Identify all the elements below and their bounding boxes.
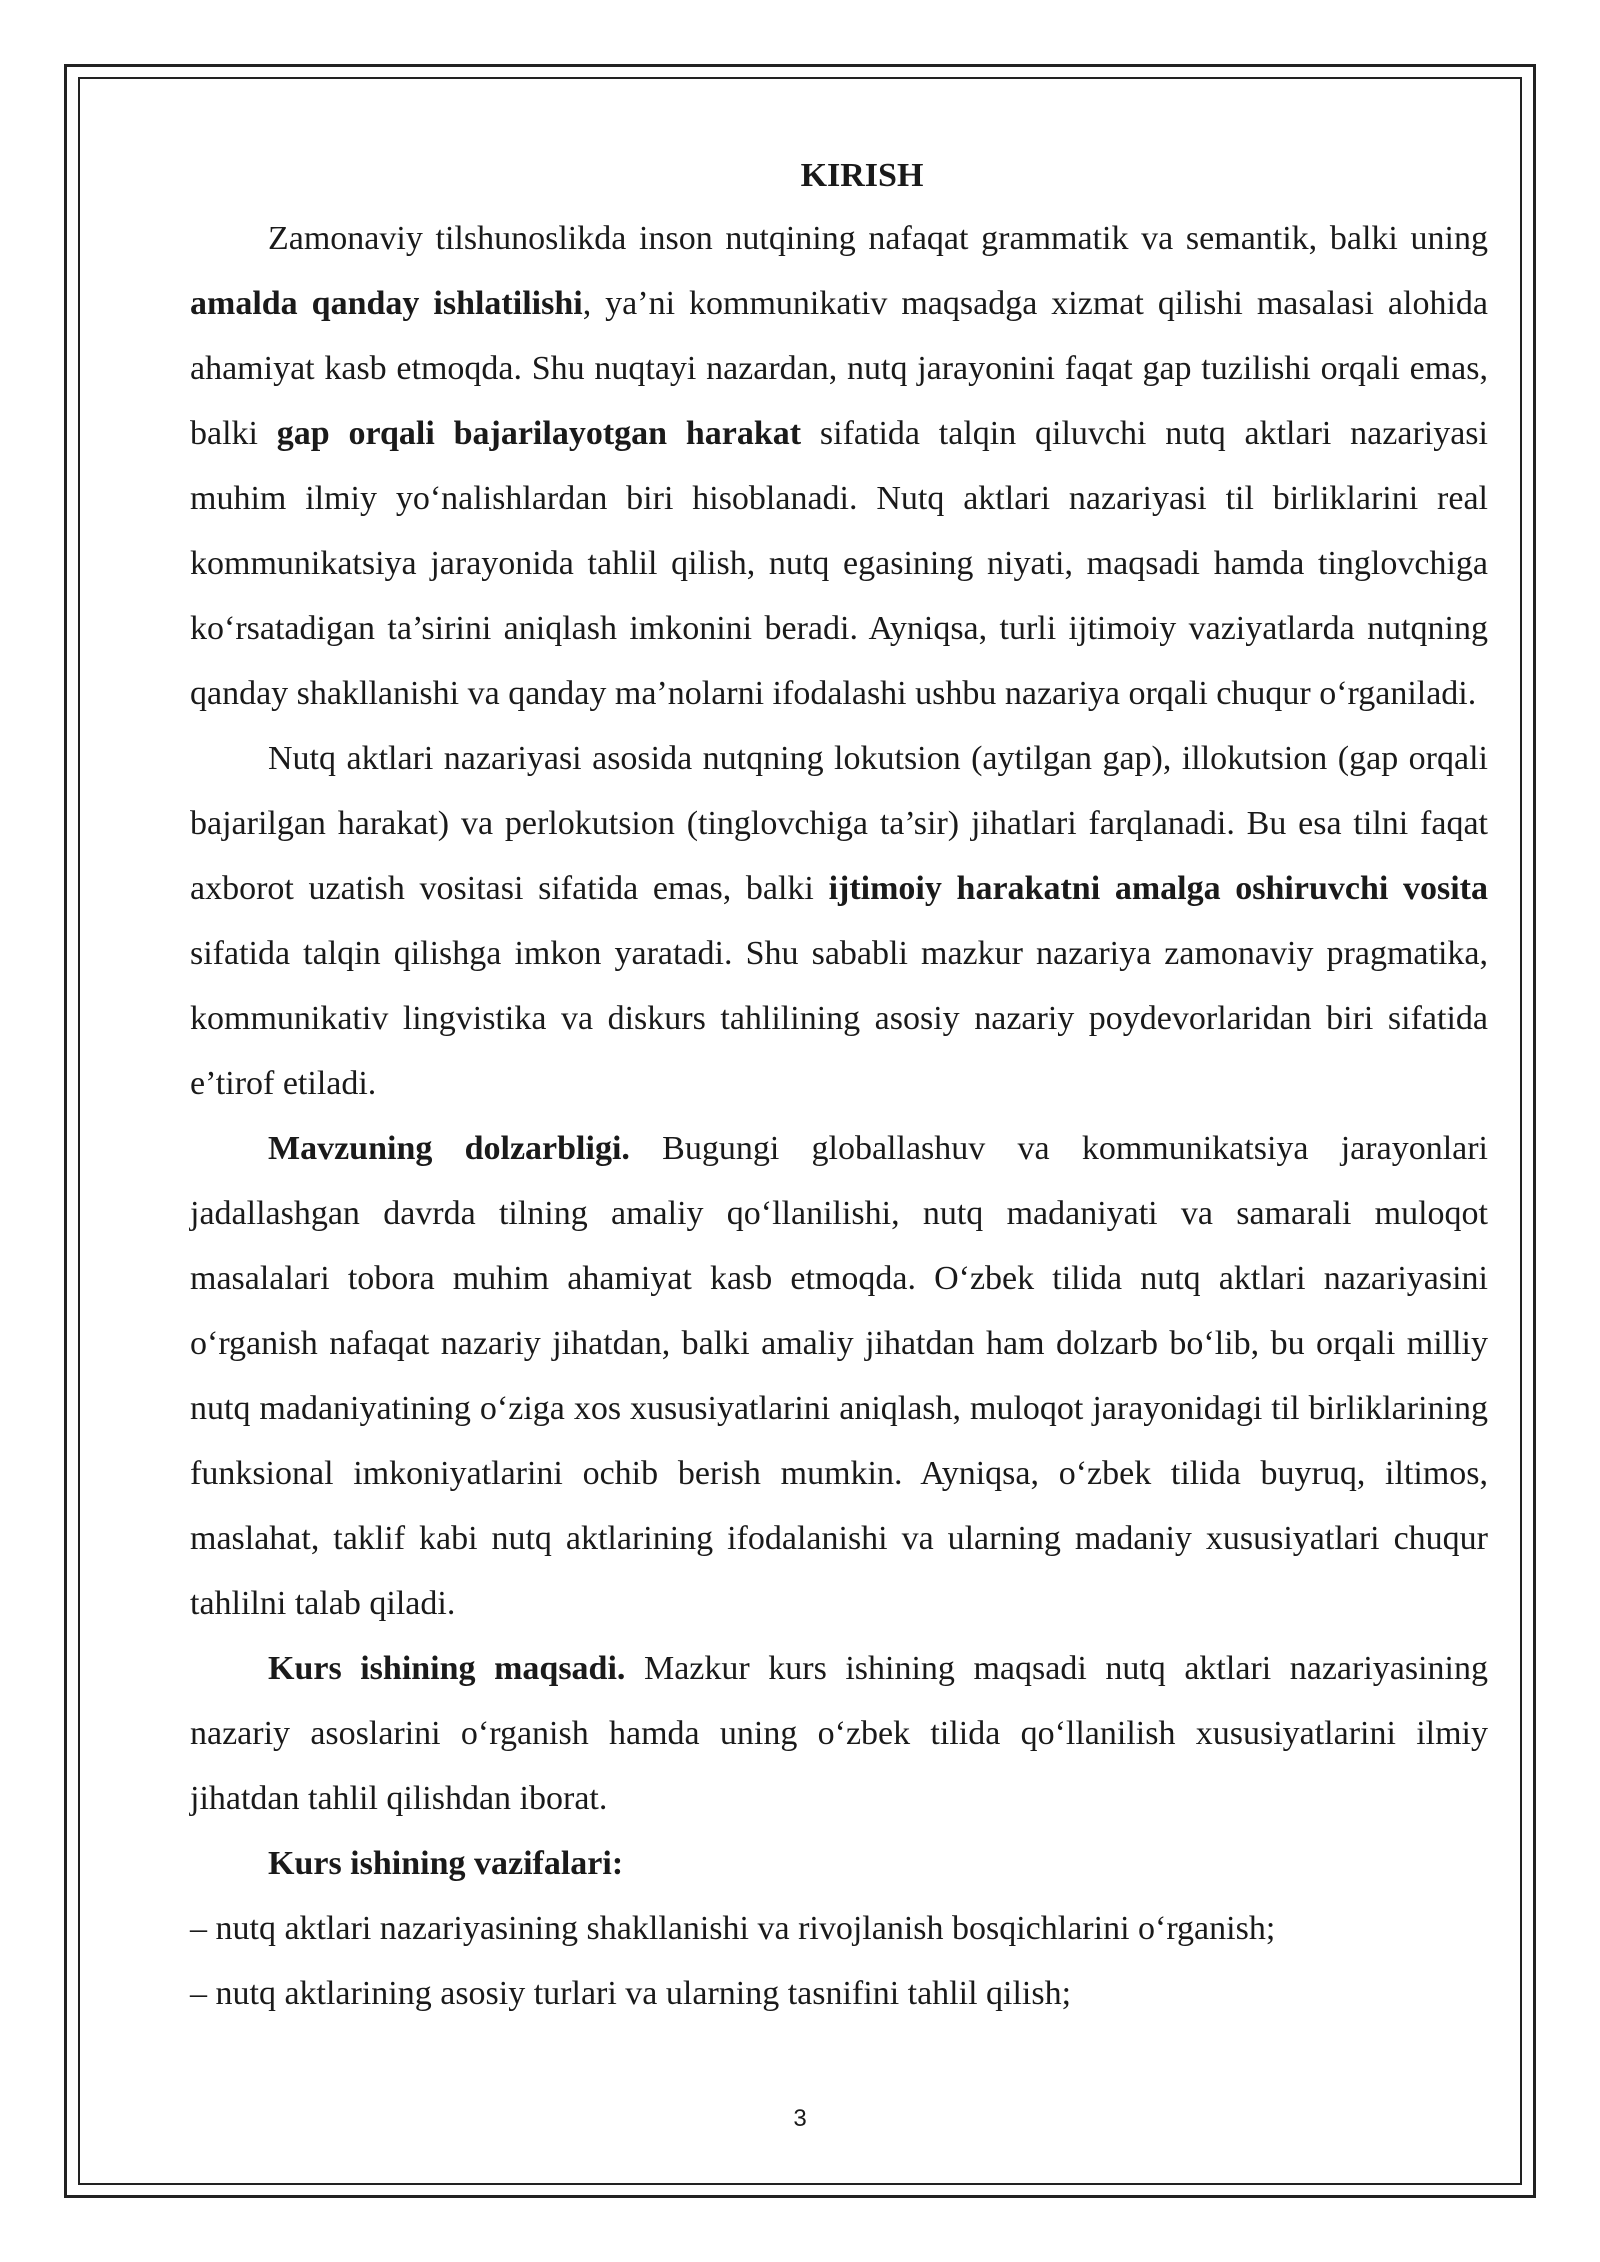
tasks-heading: Kurs ishining vazifalari: [268, 1845, 624, 1882]
relevance-paragraph [190, 1116, 1488, 1636]
intro-paragraph-1 [190, 206, 1488, 726]
goal-paragraph [190, 1636, 1488, 1831]
intro-bold-1d: gap orqali bajarilayotgan harakat [276, 415, 802, 452]
task-item-1: – nutq aktlari nazariyasining shakllanishi va rivojlanish bosqichlarini o‘rganish; [190, 1910, 1276, 1947]
intro-bold-1b: amalda qanday ishlatilishi [190, 285, 583, 322]
page-number: 3 [793, 2105, 807, 2132]
relevance-text: Bugungi globallashuv va kommunikatsiya jarayonlari jadallashgan davrda tilning amaliy qo‘llanilishi, nutq madaniyati va samarali muloqot masalalari tobora muhim ahamiyat kasb etmoqda. O‘zbek tilida nutq aktlari nazariyasini o‘rganish nafaqat nazariy jihatdan, balki amaliy jihatdan ham dolzarb bo‘lib, bu orqali milliy nutq madaniyatining o‘ziga xos xususiyatlarini aniqlash, muloqot jarayonidagi til birliklarining funksional imkoniyatlarini ochib berish mumkin. Ayniqsa, o‘zbek tilida buyruq, iltimos, maslahat, taklif kabi nutq aktlarining ifodalanishi va ularning madaniy xususiyatlari chuqur tahlilni talab qiladi. [190, 1130, 1488, 1622]
intro-bold-2b: ijtimoiy harakatni amalga oshiruvchi vosita [828, 870, 1488, 907]
goal-label: Kurs ishining maqsadi. [268, 1650, 626, 1687]
goal-text: Mazkur kurs ishining maqsadi nutq aktlari nazariyasining nazariy asoslarini o‘rganish hamda uning o‘zbek tilida qo‘llanilish xususiyatlarini ilmiy jihatdan tahlil qilishdan iborat. [190, 1650, 1488, 1817]
intro-text-2a: Nutq aktlari nazariyasi asosida nutqning lokutsion (aytilgan gap), illokutsion (gap orqali bajarilgan harakat) va perlokutsion (tinglovchiga ta’sir) jihatlari farqlanadi. Bu esa tilni faqat axborot uzatish vositasi sifatida emas, balki [190, 740, 1488, 907]
relevance-label: Mavzuning dolzarbligi. [268, 1130, 630, 1167]
page-title: KIRISH [800, 157, 924, 194]
intro-text-2c: sifatida talqin qilishga imkon yaratadi. Shu sababli mazkur nazariya zamonaviy pragmatika, kommunikativ lingvistika va diskurs tahlilining asosiy nazariy poydevorlaridan biri sifatida e’tirof etiladi. [190, 935, 1488, 1102]
intro-paragraph-2 [190, 726, 1488, 1116]
page-content [190, 146, 1488, 2026]
intro-text-1e: sifatida talqin qiluvchi nutq aktlari nazariyasi muhim ilmiy yo‘nalishlardan biri hisoblanadi. Nutq aktlari nazariyasi til birliklarini real kommunikatsiya jarayonida tahlil qilish, nutq egasining niyati, maqsadi hamda tinglovchiga ko‘rsatadigan ta’sirini aniqlash imkonini beradi. Ayniqsa, turli ijtimoiy vaziyatlarda nutqning qanday shakllanishi va qanday ma’nolarni ifodalashi ushbu nazariya orqali chuqur o‘rganiladi. [190, 415, 1488, 712]
intro-text-1a: Zamonaviy tilshunoslikda inson nutqining nafaqat grammatik va semantik, balki uning [268, 220, 1488, 257]
intro-text-1c: , ya’ni kommunikativ maqsadga xizmat qilishi masalasi alohida ahamiyat kasb etmoqda. Shu nuqtayi nazardan, nutq jarayonini faqat gap tuzilishi orqali emas, balki [190, 285, 1488, 452]
task-item-2: – nutq aktlarining asosiy turlari va ularning tasnifini tahlil qilish; [190, 1975, 1072, 2012]
